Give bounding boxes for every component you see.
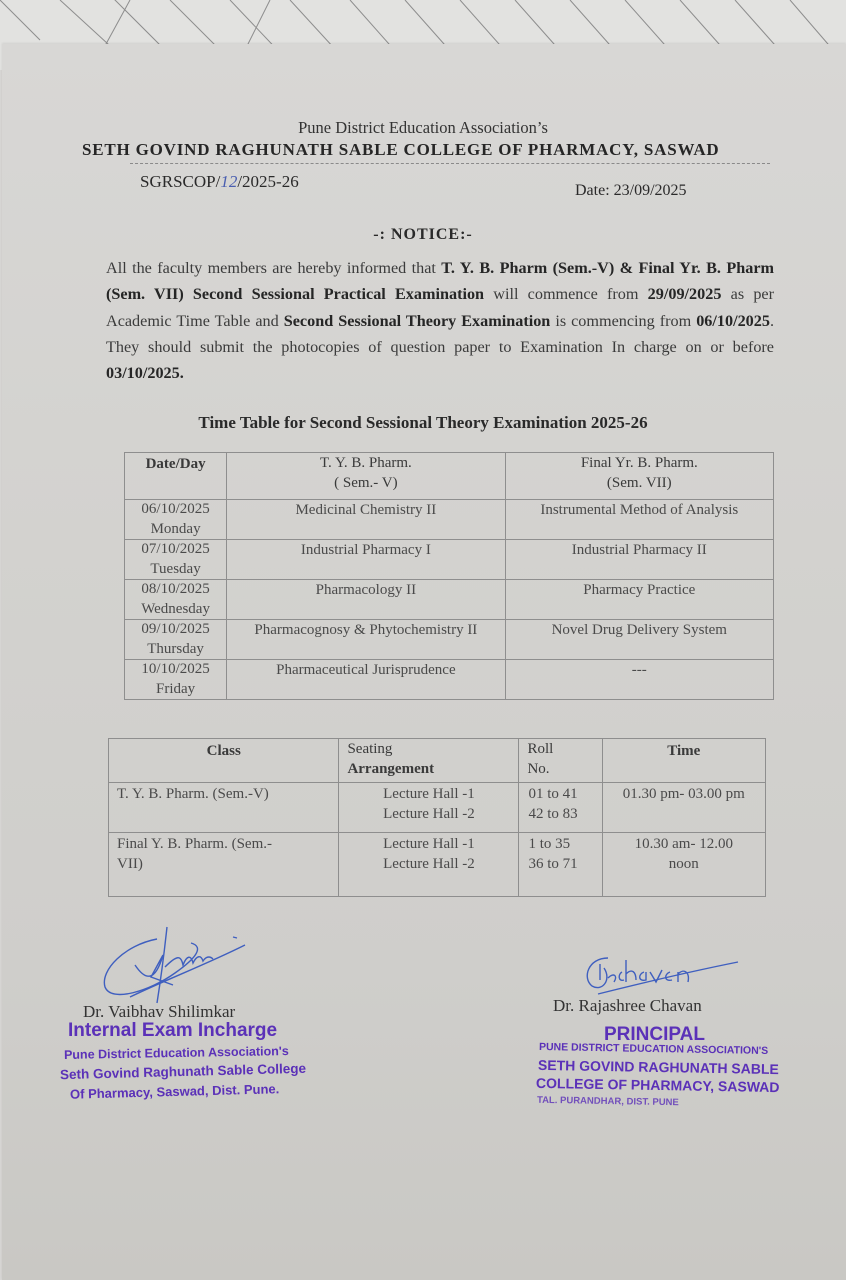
roll-cell <box>519 833 602 897</box>
date-cell <box>125 580 227 620</box>
header-seating-line1: Seating <box>347 741 393 757</box>
header-class: Class <box>109 739 339 783</box>
right-signatory-name: Dr. Rajashree Chavan <box>553 996 702 1015</box>
ty-subject: Medicinal Chemistry II <box>227 500 505 540</box>
ty-subject: Pharmaceutical Jurisprudence <box>227 660 505 700</box>
class-cell <box>109 783 339 833</box>
timetable <box>124 452 774 700</box>
header-roll-line2: No. <box>527 761 550 777</box>
header-roll-line1: Roll <box>527 741 554 757</box>
left-stamp-line: Of Pharmacy, Saswad, Dist. Pune. <box>69 1081 280 1102</box>
table-row <box>109 783 766 833</box>
notice-paragraph <box>106 255 774 386</box>
header-final-line2: (Sem. VII) <box>606 475 672 491</box>
final-subject: Pharmacy Practice <box>505 580 773 620</box>
date-cell <box>125 660 227 700</box>
exam-date: 08/10/2025 <box>141 581 210 597</box>
signature-left <box>95 925 255 1005</box>
notice-theory-date: 06/10/2025 <box>696 311 770 330</box>
exam-day: Wednesday <box>141 600 210 617</box>
roll-range-2: 36 to 71 <box>528 856 578 872</box>
exam-date: 07/10/2025 <box>141 541 210 557</box>
exam-time: 01.30 pm- 03.00 pm <box>622 786 745 802</box>
date-cell <box>125 620 227 660</box>
header-final-line1: Final Yr. B. Pharm. <box>580 455 698 471</box>
exam-day: Thursday <box>147 640 204 657</box>
exam-time: 10.30 am- 12.00 <box>634 836 733 852</box>
roll-range-1: 1 to 35 <box>528 836 571 852</box>
seating-table <box>108 738 766 897</box>
notice-date: Date: 23/09/2025 <box>575 182 687 199</box>
right-stamp-role: PRINCIPAL <box>604 1024 705 1045</box>
header-ty-line1: T. Y. B. Pharm. <box>319 455 412 471</box>
seating-header-row <box>109 739 766 783</box>
header-final-bpharm <box>505 453 773 500</box>
timetable-header-row <box>125 453 774 500</box>
roll-cell <box>519 783 602 833</box>
exam-time-cont: noon <box>668 856 699 872</box>
association-name: Pune District Education Association’s <box>298 118 548 137</box>
notice-text: All the faculty members are hereby informed that <box>106 259 442 277</box>
ref-prefix: SGRSCOP/ <box>140 172 221 191</box>
right-stamp-line: PUNE DISTRICT EDUCATION ASSOCIATION'S <box>538 1041 769 1057</box>
notice-text: . They should submit the photocopies of question paper to Examination In charge on or before <box>106 311 774 356</box>
ty-subject: Industrial Pharmacy I <box>227 540 505 580</box>
hall-1: Lecture Hall -1 <box>383 786 475 802</box>
college-name: SETH GOVIND RAGHUNATH SABLE COLLEGE OF PHARMACY, SASWAD <box>82 140 720 159</box>
table-row <box>125 580 774 620</box>
table-row <box>125 540 774 580</box>
ref-suffix: /2025-26 <box>237 172 299 191</box>
ty-subject: Pharmacognosy & Phytochemistry II <box>227 620 505 660</box>
roll-range-2: 42 to 83 <box>528 806 578 822</box>
notice-text: as per Academic Time Table and <box>106 285 774 330</box>
right-stamp-line: TAL. PURANDHAR, DIST. PUNE <box>536 1094 679 1109</box>
hall-1: Lecture Hall -1 <box>383 836 475 852</box>
table-row <box>125 660 774 700</box>
notice-exam-names: T. Y. B. Pharm (Sem.-V) & Final Yr. B. Pharm (Sem. VII) Second Sessional Practical Examination <box>106 259 774 304</box>
final-subject: Novel Drug Delivery System <box>505 620 773 660</box>
roll-range-1: 01 to 41 <box>528 786 578 802</box>
left-stamp-line: Seth Govind Raghunath Sable College <box>59 1060 307 1083</box>
date-cell <box>125 540 227 580</box>
class-name: Final Y. B. Pharm. (Sem.- <box>117 836 273 852</box>
exam-day: Monday <box>150 520 201 537</box>
timetable-title: Time Table for Second Sessional Theory Examination 2025-26 <box>198 413 648 432</box>
time-cell <box>602 783 765 833</box>
final-subject: Instrumental Method of Analysis <box>505 500 773 540</box>
hall-cell <box>339 833 519 897</box>
reference-number <box>140 172 299 192</box>
left-signatory-name: Dr. Vaibhav Shilimkar <box>83 1002 236 1021</box>
table-row <box>125 620 774 660</box>
notice-text: will commence from <box>484 285 648 304</box>
header-time: Time <box>602 739 765 783</box>
header-seating-line2: Arrangement <box>347 761 435 777</box>
header-ty-bpharm <box>227 453 505 500</box>
hall-2: Lecture Hall -2 <box>383 806 475 822</box>
notice-title: -: NOTICE:- <box>373 226 473 243</box>
header-divider <box>130 163 770 164</box>
time-cell <box>602 833 765 897</box>
header-seating <box>339 739 519 783</box>
notice-practical-date: 29/09/2025 <box>647 285 722 304</box>
hall-cell <box>339 783 519 833</box>
right-stamp-line: COLLEGE OF PHARMACY, SASWAD <box>535 1074 780 1096</box>
notice-theory-exam: Second Sessional Theory Examination <box>283 311 551 330</box>
hall-2: Lecture Hall -2 <box>383 856 475 872</box>
notice-deadline: 03/10/2025. <box>106 364 184 383</box>
header-roll <box>519 739 602 783</box>
class-cell <box>109 833 339 897</box>
final-subject: Industrial Pharmacy II <box>505 540 773 580</box>
final-subject: --- <box>505 660 773 700</box>
exam-day: Friday <box>155 680 196 697</box>
class-name-cont: VII) <box>117 856 143 872</box>
table-row <box>125 500 774 540</box>
notice-text: is commencing from <box>550 311 697 330</box>
right-stamp-line: SETH GOVIND RAGHUNATH SABLE <box>537 1056 779 1078</box>
exam-date: 09/10/2025 <box>141 621 210 637</box>
left-stamp-role: Internal Exam Incharge <box>68 1020 278 1041</box>
class-name: T. Y. B. Pharm. (Sem.-V) <box>117 786 269 802</box>
header-ty-line2: ( Sem.- V) <box>334 475 398 491</box>
exam-date: 06/10/2025 <box>141 501 210 517</box>
ref-handwritten-number: 12 <box>220 172 238 191</box>
left-stamp-line: Pune District Education Association's <box>63 1044 289 1062</box>
exam-date: 10/10/2025 <box>141 661 210 677</box>
header-date-day: Date/Day <box>125 453 227 500</box>
ty-subject: Pharmacology II <box>227 580 505 620</box>
date-cell <box>125 500 227 540</box>
exam-day: Tuesday <box>150 560 201 577</box>
table-row <box>109 833 766 897</box>
